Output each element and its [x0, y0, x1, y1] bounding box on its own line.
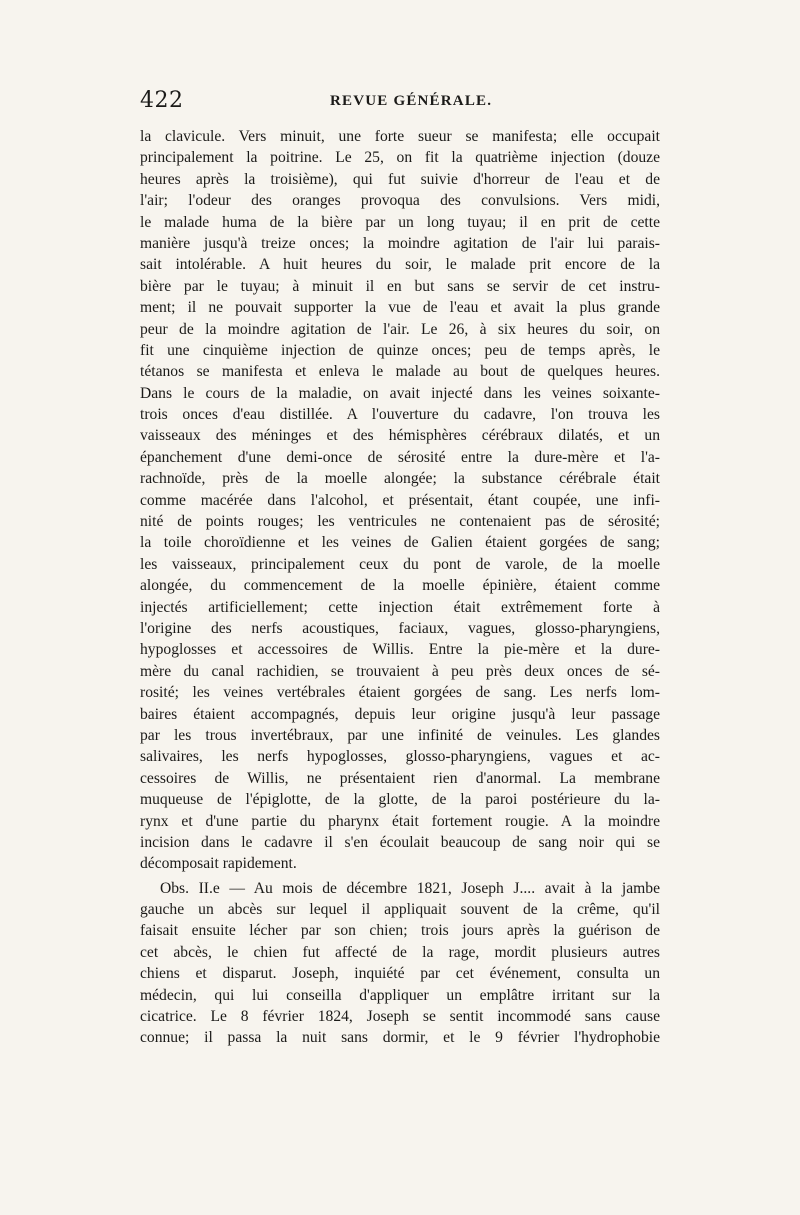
text-line: par les trous invertébraux, par une infinité de veinules. Les glandes	[140, 726, 660, 744]
text-line: comme macérée dans l'alcohol, et présentait, étant coupée, une infi-	[140, 491, 660, 509]
running-title: REVUE GÉNÉRALE.	[330, 93, 493, 109]
text-line: manière jusqu'à treize onces; la moindre agitation de l'air lui parais-	[140, 234, 660, 252]
text-line: la clavicule. Vers minuit, une forte sueur se manifesta; elle occupait	[140, 128, 660, 145]
text-line: l'air; l'odeur des oranges provoqua des convulsions. Vers midi,	[140, 192, 660, 210]
body-text	[140, 126, 660, 1049]
text-line: bière par le tuyau; à minuit il en but sans se servir de cet instru-	[140, 277, 660, 295]
text-line: connue; il passa la nuit sans dormir, et le 9 février l'hydrophobie	[140, 1029, 660, 1047]
text-line: heures après la troisième), qui fut suivie d'horreur de l'eau et de	[140, 170, 660, 188]
text-line: mère du canal rachidien, se trouvaient à peu près deux onces de sé-	[140, 662, 660, 680]
text-line: incision dans le cadavre il s'en écoulait beaucoup de sang noir qui se	[140, 833, 660, 851]
paragraph-2	[140, 878, 660, 1049]
text-line: injectés artificiellement; cette injection était extrêmement forte à	[140, 598, 660, 616]
text-line: tétanos se manifesta et enleva le malade au bout de quelques heures.	[140, 363, 660, 381]
text-line: salivaires, les nerfs hypoglosses, glosso-pharyngiens, vagues et ac-	[140, 748, 660, 766]
text-line: ment; il ne pouvait supporter la vue de l'eau et avait la plus grande	[140, 299, 660, 317]
text-line: muqueuse de l'épiglotte, de la glotte, de la paroi postérieure du la-	[140, 791, 660, 809]
text-line: peur de la moindre agitation de l'air. Le 26, à six heures du soir, on	[140, 320, 660, 338]
text-line: épanchement d'une demi-once de sérosité entre la dure-mère et l'a-	[140, 448, 660, 466]
text-line: la toile choroïdienne et les veines de Galien étaient gorgées de sang;	[140, 534, 660, 552]
text-line: cessoires de Willis, ne présentaient rien d'anormal. La membrane	[140, 769, 660, 787]
text-line: fit une cinquième injection de quinze onces; peu de temps après, le	[140, 341, 660, 359]
text-line: nité de points rouges; les ventricules ne contenaient pas de sérosité;	[140, 513, 660, 531]
running-head	[140, 88, 670, 118]
text-line: faisait ensuite lécher par son chien; trois jours après la guérison de	[140, 922, 660, 940]
text-line: baires étaient accompagnés, depuis leur origine jusqu'à leur passage	[140, 705, 660, 723]
text-line: les vaisseaux, principalement ceux du pont de varole, de la moelle	[140, 555, 660, 573]
text-line: trois onces d'eau distillée. A l'ouverture du cadavre, l'on trouva les	[140, 406, 660, 424]
text-line: gauche un abcès sur lequel il appliquait souvent de la crême, qu'il	[140, 901, 660, 919]
text-line: cicatrice. Le 8 février 1824, Joseph se sentit incommodé sans cause	[140, 1008, 660, 1026]
text-line: rynx et d'une partie du pharynx était fortement rougie. A la moindre	[140, 812, 660, 830]
text-line: l'origine des nerfs acoustiques, faciaux, vagues, glosso-pharyngiens,	[140, 619, 660, 637]
text-line: alongée, du commencement de la moelle épinière, étaient comme	[140, 577, 660, 595]
text-line: principalement la poitrine. Le 25, on fit la quatrième injection (douze	[140, 149, 660, 167]
text-line: décomposait rapidement.	[140, 855, 297, 873]
text-line: Obs. II.e — Au mois de décembre 1821, Joseph J.... avait à la jambe	[160, 879, 660, 897]
paragraph-1	[140, 126, 660, 875]
text-line: rosité; les veines vertébrales étaient gorgées de sang. Les nerfs lom-	[140, 684, 660, 702]
text-line: médecin, qui lui conseilla d'appliquer un emplâtre irritant sur la	[140, 986, 660, 1004]
page-number: 422	[140, 88, 184, 113]
text-line: cet abcès, le chien fut affecté de la rage, mordit plusieurs autres	[140, 943, 660, 961]
text-line: rachnoïde, près de la moelle alongée; la substance cérébrale était	[140, 470, 660, 488]
text-line: chiens et disparut. Joseph, inquiété par cet événement, consulta un	[140, 965, 660, 983]
text-line: hypoglosses et accessoires de Willis. Entre la pie-mère et la dure-	[140, 641, 660, 659]
text-line: Dans le cours de la maladie, on avait injecté dans les veines soixante-	[140, 384, 660, 402]
text-line: sait intolérable. A huit heures du soir, le malade prit encore de la	[140, 256, 660, 274]
text-line: vaisseaux des méninges et des hémisphères cérébraux dilatés, et un	[140, 427, 660, 445]
text-line: le malade huma de la bière par un long tuyau; il en prit de cette	[140, 213, 660, 231]
